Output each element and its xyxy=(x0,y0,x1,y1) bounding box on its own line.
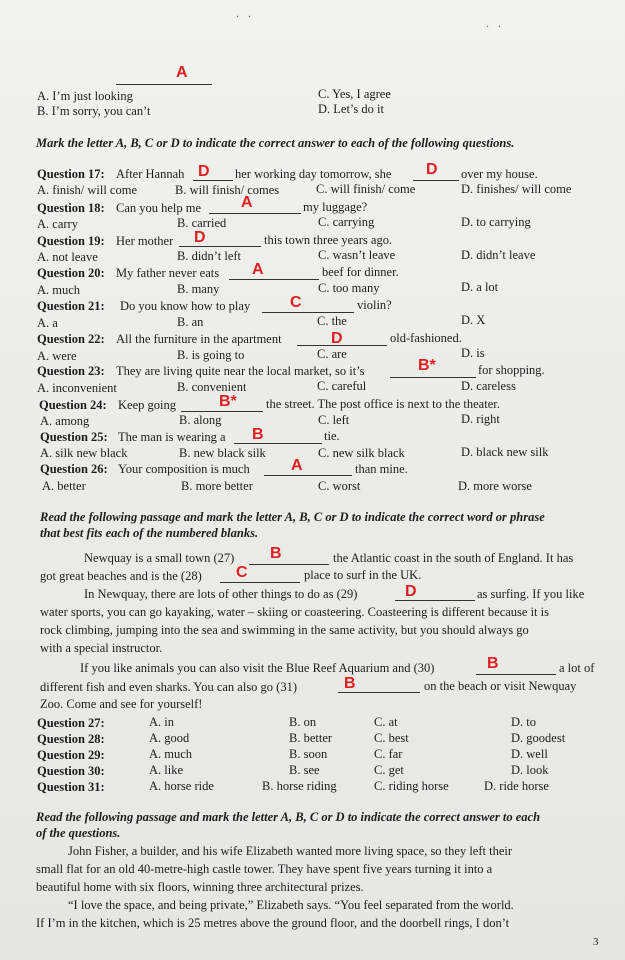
question-text: violin? xyxy=(357,298,392,312)
passage-text: small flat for an old 40-metre-high castle tower. They have spent five years turning it into a xyxy=(36,862,493,876)
option-a: A. a xyxy=(37,316,58,330)
option-b: B. an xyxy=(177,315,204,329)
answer-blank xyxy=(193,180,233,181)
option-b: B. is going to xyxy=(177,348,245,362)
question-text: old-fashioned. xyxy=(390,331,462,345)
option-d: D. Let’s do it xyxy=(318,102,384,116)
option-d: D. is xyxy=(461,346,485,360)
option-b: B. I’m sorry, you can’t xyxy=(37,104,151,118)
question-text: over my house. xyxy=(461,167,538,181)
passage-text: beautiful home with six floors, winning three architectural prizes. xyxy=(36,880,364,894)
question-text: this town three years ago. xyxy=(264,233,393,247)
question-text: tie. xyxy=(324,429,340,443)
option-d: D. careless xyxy=(461,379,516,393)
option-b: B. will finish/ comes xyxy=(175,183,280,197)
option-c: C. the xyxy=(317,314,347,328)
option-d: D. ride horse xyxy=(484,779,549,793)
option-c: C. riding horse xyxy=(374,779,449,793)
option-c: C. carrying xyxy=(318,215,375,229)
passage-text: on the beach or visit Newquay xyxy=(424,679,577,693)
option-b: B. carried xyxy=(177,216,227,230)
question-text: for shopping. xyxy=(478,363,545,377)
option-b: B. more better xyxy=(181,479,253,493)
option-b: B. on xyxy=(289,715,317,729)
section-instruction: Read the following passage and mark the letter A, B, C or D to indicate the correct answer to each xyxy=(36,810,541,824)
option-c: C. Yes, I agree xyxy=(318,87,391,101)
top-dots: . . xyxy=(486,16,504,30)
option-d: D. well xyxy=(511,747,548,761)
option-a: A. much xyxy=(37,283,81,297)
passage-text: as surfing. If you like xyxy=(477,587,585,601)
page-number: 3 xyxy=(593,936,599,948)
option-d: D. look xyxy=(511,763,549,777)
question-label: Question 27: xyxy=(37,716,105,730)
handwritten-answer: B* xyxy=(418,357,436,374)
question-text: The man is wearing a xyxy=(118,430,226,444)
option-c: C. left xyxy=(318,413,350,427)
option-b: B. many xyxy=(177,282,220,296)
option-a: A. among xyxy=(40,414,90,428)
option-b: B. new black silk xyxy=(179,446,266,460)
handwritten-answer: B* xyxy=(219,393,237,410)
question-label: Question 24: xyxy=(39,398,107,412)
option-a: A. carry xyxy=(37,217,78,231)
handwritten-answer: A xyxy=(176,64,188,81)
answer-blank xyxy=(413,180,459,181)
option-a: A. were xyxy=(37,349,77,363)
passage-text: John Fisher, a builder, and his wife Elizabeth wanted more living space, so they left their xyxy=(68,844,513,858)
handwritten-answer: D xyxy=(405,583,417,600)
answer-blank xyxy=(234,443,322,444)
answer-blank xyxy=(249,564,329,565)
answer-blank xyxy=(220,582,300,583)
passage-text: a lot of xyxy=(559,661,595,675)
passage-text: Zoo. Come and see for yourself! xyxy=(40,697,203,711)
option-d: D. a lot xyxy=(461,280,499,294)
top-dots: . . xyxy=(236,6,254,20)
option-d: D. more worse xyxy=(458,479,532,493)
question-text: After Hannah xyxy=(116,167,185,181)
passage-text: got great beaches and is the (28) xyxy=(40,569,202,583)
question-text: than mine. xyxy=(355,462,408,476)
option-c: C. new silk black xyxy=(318,446,405,460)
question-text: her working day tomorrow, she xyxy=(235,167,392,181)
passage-text: rock climbing, jumping into the sea and swimming in the same activity, but you should always go xyxy=(40,623,529,637)
option-d: D. goodest xyxy=(511,731,566,745)
option-a: A. in xyxy=(149,715,174,729)
option-d: D. black new silk xyxy=(461,445,549,459)
question-label: Question 25: xyxy=(40,430,108,444)
question-label: Question 18: xyxy=(37,201,105,215)
question-text: Your composition is much xyxy=(118,462,250,476)
question-text: Keep going xyxy=(118,398,176,412)
section-instruction: Mark the letter A, B, C or D to indicate the correct answer to each of the following questions. xyxy=(36,136,515,150)
question-label: Question 20: xyxy=(37,266,105,280)
handwritten-answer: A xyxy=(252,261,264,278)
question-label: Question 21: xyxy=(37,299,105,313)
option-c: C. far xyxy=(374,747,403,761)
passage-text: different fish and even sharks. You can also go (31) xyxy=(40,680,298,694)
question-label: Question 22: xyxy=(37,332,105,346)
option-c: C. get xyxy=(374,763,404,777)
option-b: B. convenient xyxy=(177,380,247,394)
handwritten-answer: C xyxy=(290,294,302,311)
question-text: my luggage? xyxy=(303,200,368,214)
option-b: B. see xyxy=(289,763,320,777)
section-instruction: that best fits each of the numbered blanks. xyxy=(40,526,259,540)
option-a: A. better xyxy=(42,479,86,493)
handwritten-answer: A xyxy=(291,457,303,474)
handwritten-answer: D xyxy=(331,330,343,347)
option-b: B. didn’t left xyxy=(177,249,242,263)
option-a: A. horse ride xyxy=(149,779,214,793)
answer-blank xyxy=(262,312,354,313)
handwritten-answer: D xyxy=(194,229,206,246)
option-c: C. too many xyxy=(318,281,380,295)
question-text: They are living quite near the local market, so it’s xyxy=(116,364,365,378)
answer-blank xyxy=(395,600,475,601)
option-c: C. wasn’t leave xyxy=(318,248,396,262)
question-label: Question 31: xyxy=(37,780,105,794)
answer-blank xyxy=(390,377,476,378)
option-c: C. best xyxy=(374,731,409,745)
option-d: D. didn’t leave xyxy=(461,248,536,262)
passage-text: In Newquay, there are lots of other things to do as (29) xyxy=(84,587,358,601)
passage-text: with a special instructor. xyxy=(40,641,163,655)
option-a: A. not leave xyxy=(37,250,98,264)
answer-blank xyxy=(179,246,261,247)
option-a: A. inconvenient xyxy=(37,381,117,395)
answer-blank xyxy=(476,674,556,675)
option-c: C. will finish/ come xyxy=(316,182,416,196)
option-b: B. along xyxy=(179,413,222,427)
option-c: C. are xyxy=(317,347,347,361)
option-a: A. I’m just looking xyxy=(37,89,133,103)
option-d: D. X xyxy=(461,313,486,327)
question-text: Can you help me xyxy=(116,201,202,215)
option-a: A. like xyxy=(149,763,184,777)
question-text: Do you know how to play xyxy=(120,299,251,313)
answer-blank xyxy=(209,213,301,214)
option-c: C. worst xyxy=(318,479,361,493)
question-label: Question 23: xyxy=(37,364,105,378)
option-a: A. silk new black xyxy=(40,446,128,460)
option-a: A. good xyxy=(149,731,190,745)
passage-text: If you like animals you can also visit the Blue Reef Aquarium and (30) xyxy=(80,661,435,675)
section-instruction: Read the following passage and mark the letter A, B, C or D to indicate the correct word or phrase xyxy=(40,510,545,524)
handwritten-answer: B xyxy=(487,655,499,672)
option-b: B. horse riding xyxy=(262,779,337,793)
passage-text: water sports, you can go kayaking, water – skiing or coasteering. Coasteering is different because it is xyxy=(40,605,549,619)
question-text: All the furniture in the apartment xyxy=(116,332,282,346)
option-d: D. right xyxy=(461,412,500,426)
option-d: D. finishes/ will come xyxy=(461,182,572,196)
question-label: Question 28: xyxy=(37,732,105,746)
handwritten-answer: B xyxy=(344,675,356,692)
passage-text: “I love the space, and being private,” Elizabeth says. “You feel separated from the world. xyxy=(68,898,514,912)
question-text: My father never eats xyxy=(116,266,220,280)
question-label: Question 30: xyxy=(37,764,105,778)
question-label: Question 19: xyxy=(37,234,105,248)
answer-blank xyxy=(264,475,352,476)
handwritten-answer: D xyxy=(198,163,210,180)
question-text: beef for dinner. xyxy=(322,265,399,279)
handwritten-answer: B xyxy=(252,426,264,443)
option-b: B. better xyxy=(289,731,333,745)
passage-text: Newquay is a small town (27) xyxy=(84,551,235,565)
option-c: C. careful xyxy=(317,379,367,393)
option-d: D. to carrying xyxy=(461,215,531,229)
question-label: Question 26: xyxy=(40,462,108,476)
option-a: A. finish/ will come xyxy=(37,183,137,197)
handwritten-answer: C xyxy=(236,564,248,581)
option-c: C. at xyxy=(374,715,398,729)
passage-text: place to surf in the UK. xyxy=(304,568,422,582)
handwritten-answer: B xyxy=(270,545,282,562)
handwritten-answer: D xyxy=(426,161,438,178)
option-d: D. to xyxy=(511,715,536,729)
answer-blank xyxy=(338,692,420,693)
answer-blank xyxy=(181,411,263,412)
passage-text: If I’m in the kitchen, which is 25 metres above the ground floor, and the doorbell rings, I don’t xyxy=(36,916,510,930)
handwritten-answer: A xyxy=(241,194,253,211)
answer-blank xyxy=(229,279,319,280)
option-b: B. soon xyxy=(289,747,328,761)
passage-text: the Atlantic coast in the south of England. It has xyxy=(333,551,574,565)
question-text: the street. The post office is next to the theater. xyxy=(266,397,500,411)
option-a: A. much xyxy=(149,747,193,761)
section-instruction: of the questions. xyxy=(36,826,121,840)
question-text: Her mother xyxy=(116,234,174,248)
question-label: Question 29: xyxy=(37,748,105,762)
question-label: Question 17: xyxy=(37,167,105,181)
answer-blank xyxy=(116,84,212,85)
